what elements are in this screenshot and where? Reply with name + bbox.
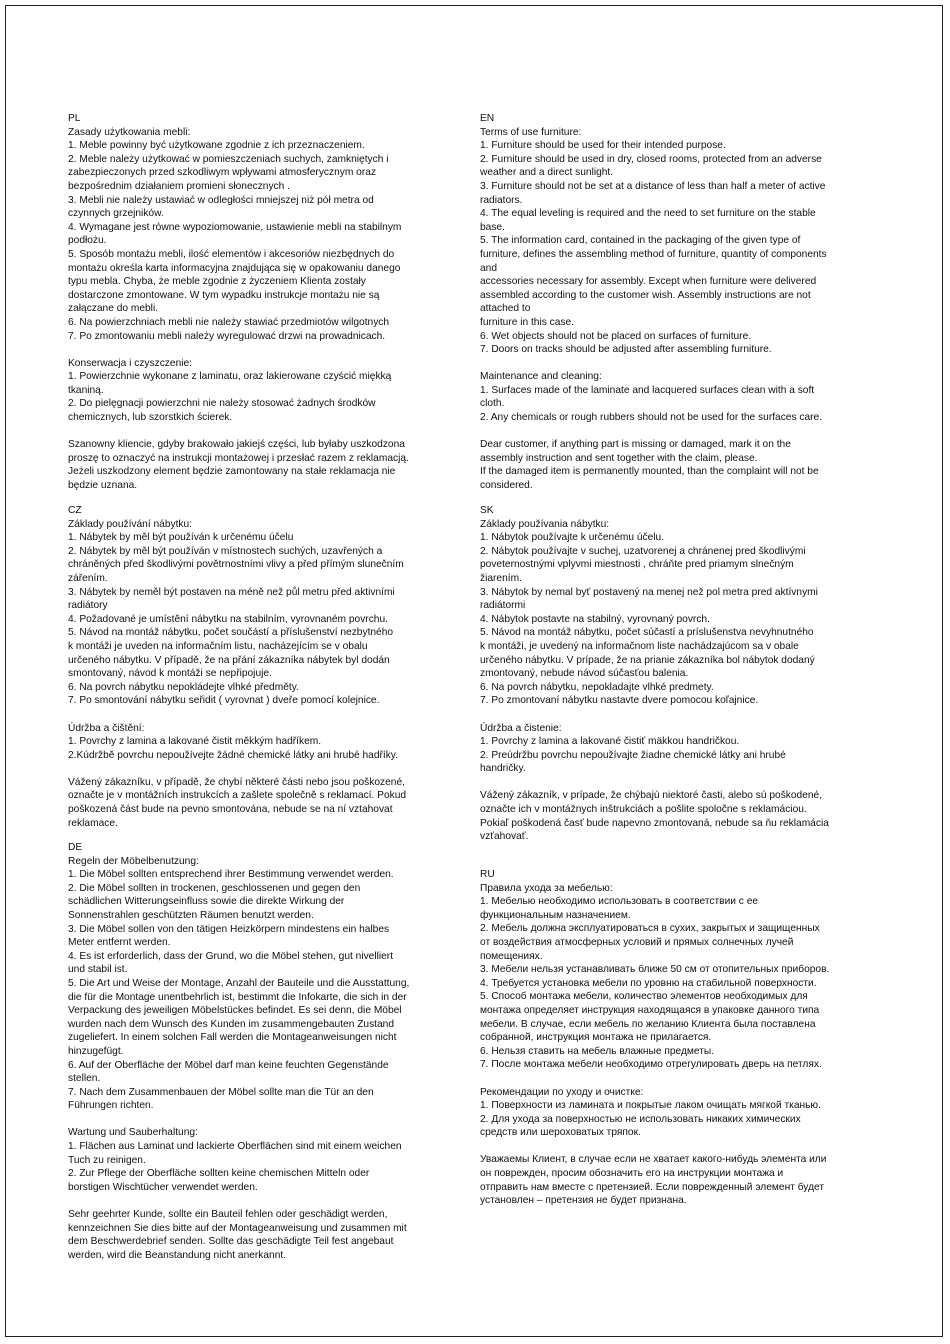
text-line: 6. Нельзя ставить на мебель влажные предметы. [480,1045,715,1057]
text-line: Verpackung des jeweiligen Möbelstückes befindet. Es sei denn, die Möbel [68,1005,402,1017]
text-line: 3. Nábytok by nemal byť postavený na menej než pol metra pred aktívnymi [480,586,818,598]
text-line: 2. Nábytek by měl být používán v místnostech suchých, uzavřených a [68,545,383,557]
text-line: schädlichen Witterungseinfluss sowie die direkte Wirkung der [68,896,345,908]
text-line: Konserwacja i czyszczenie: [68,357,192,369]
text-line: cloth. [480,398,505,410]
text-line: 2. Die Möbel sollten in trockenen, geschlossenen und gegen den [68,882,361,894]
text-line: Údržba a čistenie: [480,722,562,734]
language-code: PL [68,113,81,124]
text-line: 1. Povrchy z lamina a lakované čistiť mäkkou handričkou. [480,736,740,748]
text-line: If the damaged item is permanently mounted, than the complaint will not be [480,466,819,478]
text-line: 2. Meble należy użytkować w pomieszczeniach suchych, zamkniętych i [68,153,389,165]
text-line: podłożu. [68,235,107,247]
text-line: będzie uznana. [68,480,138,492]
text-line: 1. Powierzchnie wykonane z laminatu, oraz lakierowane czyścić miękką [68,371,392,383]
text-line: considered. [480,480,533,492]
text-line: 5. Návod na montáž nábytku, počet součástí a příslušenství nezbytného [68,627,394,639]
text-line: Рекомендации по уходу и очистке: [480,1086,644,1098]
text-line: Základy používania nábytku: [480,518,610,530]
text-line: 4. The equal leveling is required and the need to set furniture on the stable [480,208,816,220]
text-line: furniture in this case. [480,316,574,328]
text-line: 6. Na powierzchniach mebli nie należy stawiać przedmiotów wilgotnych [68,316,390,328]
text-line: zmontovaný, nebude návod súčasťou balenia. [480,668,689,680]
text-line: 3. Мебели нельзя устанавливать ближе 50 см от отопительных приборов. [480,964,830,976]
text-line: 5. Die Art und Weise der Montage, Anzahl der Bauteile und die Ausstattung, [68,977,410,989]
text-line: werden, wird die Beanstandung nicht anerkannt. [68,1249,287,1261]
paragraph-gap [68,1194,468,1208]
text-line: 1. Povrchy z lamina a lakované čistit měkkým hadříkem. [68,736,322,748]
text-line: 4. Požadované je umístění nábytku na stabilním, vyrovnaném povrchu. [68,613,388,625]
text-line: attached to [480,303,531,315]
text-line: Meter entfernt werden. [68,937,171,949]
text-line: монтажа определяет инструкция находящаяся в упаковке данного типа [480,1004,820,1016]
text-line: 7. После монтажа мебели необходимо отрегулировать дверь на петлях. [480,1059,822,1071]
text-line: k montáži je uveden na informačním listu, nacházejícím se v obalu [68,640,368,652]
section-ru [480,868,890,1208]
text-line: hinzugefügt. [68,1045,124,1057]
text-line: accessories necessary for assembly. Except when furniture were delivered [480,276,817,288]
text-line: отправить нам вместе с претензией. Если поврежденный элемент будет [480,1181,825,1193]
text-line: 5. Návod na montáž nábytku, počet súčastí a príslušenstva nevyhnutného [480,627,814,639]
text-line: установлен – претензия не будет признана. [480,1195,687,1207]
text-line: base. [480,221,505,233]
text-line: 2. Zur Pflege der Oberfläche sollten keine chemischen Mitteln oder [68,1168,370,1180]
text-line: 5. Способ монтажа мебели, количество элементов необходимых для [480,991,808,1003]
section-en [480,112,890,493]
paragraph-gap [480,425,890,439]
text-line: furniture, defines the assembling method of furniture, quantity of components [480,248,827,260]
text-line: die für die Montage unentbehrlich ist, bestimmt die Infokarte, die sich in der [68,991,407,1003]
text-line: 2. Any chemicals or rough rubbers should not be used for the surfaces care. [480,412,823,424]
paragraph-gap [68,1113,468,1127]
text-line: žiarením. [480,572,522,584]
text-line: 7. Nach dem Zusammenbauen der Möbel sollte man die Tür an den [68,1086,374,1098]
text-line: určeného nábytku. V případě, že na přání zákazníka nábytek byl dodán [68,654,390,666]
paragraph-gap [480,357,890,371]
text-line: Jeżeli uszkodzony element będzie zamontowany na stałe reklamacja nie [68,466,396,478]
text-line: poveternostnými vplyvmi miestnosti , chráňte pred priamym slnečným [480,559,794,571]
text-line: 5. The information card, contained in the packaging of the given type of [480,235,801,247]
text-line: proszę to oznaczyć na instrukcji montażowej i przesłać razem z reklamacją. [68,452,409,464]
paragraph-gap [68,762,468,776]
text-line: kennzeichnen Sie dies bitte auf der Montageanweisung und zusammen mit [68,1222,407,1234]
language-code: DE [68,842,83,853]
text-line: assembly instruction and sent together with the claim, please. [480,452,758,464]
text-line: Führungen richten. [68,1100,154,1112]
text-line: 2. Preúdržbu povrchu nepoužívajte žiadne chemické látky ani hrubé [480,749,786,761]
text-line: Sehr geehrter Kunde, sollte ein Bauteil fehlen oder geschädigt werden, [68,1209,388,1221]
text-line: 1. Surfaces made of the laminate and lacquered surfaces clean with a soft [480,384,815,396]
text-line: 1. Meble powinny być użytkowane zgodnie z ich przeznaczeniem. [68,140,365,152]
language-code: EN [480,113,495,124]
text-line: мебели. В случае, если мебель по желанию Клиента была поставлена [480,1018,816,1030]
text-line: 2.Kúdržbě povrchu nepoužívejte žádné chemické látky ani hrubé hadříky. [68,749,398,761]
text-line: 2. Для ухода за поверхностью не использовать никаких химических [480,1113,801,1125]
text-line: 1. Nábytek by měl být používán k určenému účelu [68,532,294,544]
paragraph-gap [480,776,890,790]
text-line: функциональным назначением. [480,909,631,921]
text-line: handričky. [480,763,526,775]
text-line: Základy používání nábytku: [68,518,193,530]
text-line: reklamace. [68,817,118,829]
text-line: tkaniną. [68,384,104,396]
text-line: Dear customer, if anything part is missing or damaged, mark it on the [480,439,791,451]
paragraph-gap [480,1140,890,1154]
text-line: Sonnenstrahlen geschützten Räumen benutzt werden. [68,909,314,921]
text-line: označte ich v montážnych inštrukciách a pošlite spoločne s reklamáciou. [480,804,807,816]
text-line: 6. Auf der Oberfläche der Möbel darf man keine feuchten Gegenstände [68,1059,389,1071]
text-line: poškozená část bude na pevno smontována, nebude se na ní vztahovat [68,804,393,816]
text-line: средств или шероховатых тряпок. [480,1127,641,1139]
text-line: 7. Po zmontowaniu mebli należy wyregulować drzwi na prowadnicach. [68,330,386,342]
text-line: k montáži, je uvedený na informačnom liste nachádzajúcom sa v obale [480,640,799,652]
text-line: 4. Требуется установка мебели по уровню на стабильной поверхности. [480,977,817,989]
text-line: czynnych grzejników. [68,208,164,220]
text-line: 3. Nábytek by neměl být postaven na méně než půl metru před aktivními [68,586,395,598]
language-code: CZ [68,505,82,516]
text-line: 1. Die Möbel sollten entsprechend ihrer Bestimmung verwendet werden. [68,869,394,881]
text-line: он поврежден, просим обозначить его на инструкции монтажа и [480,1168,784,1180]
text-line: 7. Po smontování nábytku seřidit ( vyrovnat ) dveře pomocí kolejnice. [68,695,380,707]
text-line: Tuch zu reinigen. [68,1154,146,1166]
text-line: 3. Furniture should not be set at a distance of less than half a meter of active [480,180,826,192]
text-line: 1. Flächen aus Laminat und lackierte Oberflächen sind mit einem weichen [68,1141,402,1153]
text-line: určeného nábytku. V prípade, že na prianie zákazníka bol nábytok dodaný [480,654,815,666]
text-line: Vážený zákazník, v prípade, že chýbajú niektoré časti, alebo sú poškodené, [480,790,823,802]
text-line: Regeln der Möbelbenutzung: [68,855,199,867]
section-pl [68,112,468,493]
text-line: 7. Po zmontovaní nábytku nastavte dvere pomocou koľajnice. [480,695,759,707]
text-line: 6. Na povrch nábytku nepokládejte vlhké předměty. [68,681,299,693]
text-line: 7. Doors on tracks should be adjusted after assembling furniture. [480,344,772,356]
text-line: Vážený zákazníku, v případě, že chybí některé části nebo jsou poškozené, [68,776,405,788]
text-line: chemicznych, lub szorstkich ścierek. [68,412,233,424]
text-line: 4. Nábytok postavte na stabilný, vyrovnaný povrch. [480,613,710,625]
text-line: помещениях. [480,950,543,962]
text-line: radiátormi [480,600,526,612]
paragraph-gap [480,1072,890,1086]
text-line: zabezpieczonych przed szkodliwym wpływami atmosferycznym oraz [68,167,376,179]
text-line: собранной, инструкция монтажа не прилагается. [480,1032,712,1044]
text-line: Уважаемы Клиент, в случае если не хватает какого-нибудь элемента или [480,1154,827,1166]
text-line: vzťahovať. [480,831,529,843]
text-line: 4. Es ist erforderlich, dass der Grund, wo die Möbel stehen, gut nivelliert [68,950,394,962]
text-line: 6. Na povrch nábytku, nepokladajte vlhké predmety. [480,681,714,693]
text-line: Wartung und Sauberhaltung: [68,1127,198,1139]
text-line: označte je v montážních instrukcích a zašlete společně s reklamací. Pokud [68,790,407,802]
text-line: 1. Мебелью необходимо использовать в соответствии с ее [480,896,759,908]
text-line: borstigen Wischtücher verwendet werden. [68,1181,258,1193]
text-line: wurden nach dem Wunsch des Kunden im zusammengebauten Zustand [68,1018,395,1030]
text-line: Правила ухода за мебелью: [480,882,613,894]
text-line: assembled according to the customer wish. Assembly instructions are not [480,289,811,301]
text-line: 1. Furniture should be used for their intended purpose. [480,140,726,152]
text-line: weather and a direct sunlight. [480,167,614,179]
language-code: SK [480,505,494,516]
text-line: Údržba a čištění: [68,722,145,734]
section-cz [68,504,468,830]
text-line: Zasady użytkowania mebli: [68,126,191,138]
paragraph-gap [68,343,468,357]
text-line: 5. Sposób montażu mebli, ilość elementów i akcesoriów niezbędnych do [68,248,395,260]
text-line: Terms of use furniture: [480,126,582,138]
language-code: RU [480,869,495,880]
text-line: chráněných před škodlivými povětrnostními vlivy a před přímým slunečním [68,559,404,571]
text-line: załączane do mebli. [68,303,159,315]
paragraph-gap [480,708,890,722]
paragraph-gap [68,708,468,722]
text-line: radiators. [480,194,523,206]
text-line: 1. Nábytok používajte k určenému účelu. [480,532,665,544]
text-line: Maintenance and cleaning: [480,371,602,383]
text-line: 2. Nábytok používajte v suchej, uzatvorenej a chránenej pred škodlivými [480,545,806,557]
text-line: 2. Do pielęgnacji powierzchni nie należy stosować żadnych środków [68,398,376,410]
text-line: Szanowny kliencie, gdyby brakowało jakiejś części, lub byłaby uszkodzona [68,439,405,451]
text-line: zugeliefert. In einem solchen Fall werden die Montageanweisungen nicht [68,1032,397,1044]
text-line: bezpośrednim działaniem promieni słonecznych . [68,180,290,192]
text-line: montażu określa karta informacyjna znajdująca się w opakowaniu danego [68,262,401,274]
text-line: Pokiaľ poškodená časť bude napevno zmontovaná, nebude sa ňu reklamácia [480,817,829,829]
text-line: 4. Wymagane jest równe wypoziomowanie, ustawienie mebli na stabilnym [68,221,402,233]
text-line: 6. Wet objects should not be placed on surfaces of furniture. [480,330,752,342]
text-line: dem Beschwerdebrief senden. Sollte das geschädigte Teil fest angebaut [68,1236,394,1248]
text-line: typu mebla. Chyba, że meble zgodnie z życzeniem Klienta zostały [68,276,366,288]
text-line: stellen. [68,1073,101,1085]
text-line: 2. Furniture should be used in dry, closed rooms, protected from an adverse [480,153,822,165]
text-line: radiátory [68,600,108,612]
text-line: 3. Die Möbel sollen von den tätigen Heizkörpern mindestens ein halbes [68,923,390,935]
section-sk [480,504,890,844]
text-line: and [480,262,497,274]
text-line: und stabil ist. [68,964,128,976]
paragraph-gap [68,425,468,439]
text-line: 3. Mebli nie należy ustawiać w odległości mniejszej niż pół metra od [68,194,374,206]
text-line: dostarczone zmontowane. W tym wypadku instrukcje montażu nie są [68,289,380,301]
text-line: от воздействия атмосферных условий и прямых солнечных лучей [480,936,794,948]
text-line: smontovaný, návod k montáži se nepřipojuje. [68,668,272,680]
text-line: zářením. [68,572,108,584]
section-de [68,841,468,1262]
text-line: 2. Мебель должна эксплуатироваться в сухих, закрытых и защищенных [480,923,820,935]
text-line: 1. Поверхности из ламината и покрытые лаком очищать мягкой тканью. [480,1100,821,1112]
